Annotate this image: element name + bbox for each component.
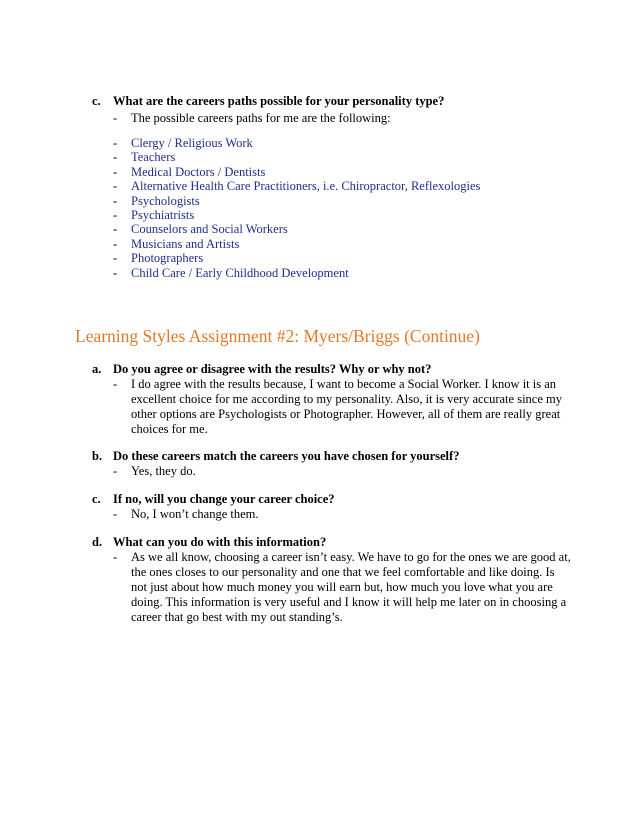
dash-bullet: - bbox=[113, 222, 118, 237]
question-block-c bbox=[92, 492, 572, 522]
career-item: Alternative Health Care Practitioners, i.e. Chiropractor, Reflexologies bbox=[131, 179, 481, 194]
career-item: Clergy / Religious Work bbox=[131, 136, 253, 150]
dash-bullet: - bbox=[113, 251, 118, 266]
question-text: If no, will you change your career choice? bbox=[113, 492, 335, 506]
list-item bbox=[113, 266, 563, 280]
list-item bbox=[113, 208, 563, 222]
answer-row bbox=[113, 111, 572, 126]
answer-text: The possible careers paths for me are the following: bbox=[131, 111, 391, 125]
answer-text: Yes, they do. bbox=[131, 464, 196, 478]
dash-bullet: - bbox=[113, 150, 118, 165]
career-item: Medical Doctors / Dentists bbox=[131, 164, 266, 179]
dash-bullet: - bbox=[113, 111, 118, 125]
question-block-d bbox=[92, 535, 572, 625]
answer-text: I do agree with the results because, I want to become a Social Worker. I know it is an excellent choice for me according to my personality. Also, it is very accurate since my other options are Psychologists or Photographer. However, all of them are really great choices for me. bbox=[131, 377, 562, 436]
list-item bbox=[113, 222, 563, 236]
list-item bbox=[113, 194, 563, 208]
list-item bbox=[113, 136, 563, 150]
question-text: What are the careers paths possible for your personality type? bbox=[113, 94, 445, 108]
question-block-careers-paths bbox=[92, 94, 572, 126]
question-letter: c. bbox=[92, 492, 101, 506]
career-item: Photographers bbox=[131, 251, 204, 266]
list-item bbox=[113, 251, 563, 265]
dash-bullet: - bbox=[113, 550, 118, 564]
dash-bullet: - bbox=[113, 208, 118, 223]
question-letter: d. bbox=[92, 535, 103, 549]
answer-text: As we all know, choosing a career isn’t easy. We have to go for the ones we are good at, the ones closes to our personality and one that we feel comfortable and like doing. Is not just about how much money you will earn but, how much you love what you are doing. This information is very useful and I know it will help me later on in choosing a career that go best with my out standing’s. bbox=[131, 550, 571, 624]
career-item: Teachers bbox=[131, 150, 176, 165]
question-text: Do you agree or disagree with the results? Why or why not? bbox=[113, 362, 432, 376]
dash-bullet: - bbox=[113, 136, 118, 150]
career-item: Child Care / Early Childhood Development bbox=[131, 265, 349, 280]
career-item: Psychologists bbox=[131, 193, 200, 208]
question-line bbox=[92, 535, 572, 550]
answer-row bbox=[113, 464, 572, 479]
answer-row bbox=[113, 377, 572, 437]
question-text: Do these careers match the careers you have chosen for yourself? bbox=[113, 449, 460, 463]
question-text: What can you do with this information? bbox=[113, 535, 327, 549]
dash-bullet: - bbox=[113, 377, 118, 391]
question-line bbox=[92, 492, 572, 507]
question-line bbox=[92, 362, 572, 377]
career-item: Musicians and Artists bbox=[131, 236, 240, 251]
question-line bbox=[92, 449, 572, 464]
career-item: Psychiatrists bbox=[131, 208, 195, 223]
list-item bbox=[113, 237, 563, 251]
question-line bbox=[92, 94, 572, 109]
dash-bullet: - bbox=[113, 236, 118, 251]
list-item bbox=[113, 179, 563, 193]
dash-bullet: - bbox=[113, 179, 118, 194]
answer-text: No, I won’t change them. bbox=[131, 507, 259, 521]
list-item bbox=[113, 150, 563, 164]
career-item: Counselors and Social Workers bbox=[131, 222, 288, 237]
career-list bbox=[113, 136, 563, 280]
answer-row bbox=[113, 507, 572, 522]
dash-bullet: - bbox=[113, 464, 118, 478]
dash-bullet: - bbox=[113, 164, 118, 179]
dash-bullet: - bbox=[113, 193, 118, 208]
dash-bullet: - bbox=[113, 507, 118, 521]
question-block-b bbox=[92, 449, 572, 479]
dash-bullet: - bbox=[113, 265, 118, 280]
section-heading: Learning Styles Assignment #2: Myers/Briggs (Continue) bbox=[75, 326, 480, 346]
list-item bbox=[113, 165, 563, 179]
question-letter: c. bbox=[92, 94, 101, 108]
question-letter: a. bbox=[92, 362, 102, 376]
question-block-a bbox=[92, 362, 572, 437]
answer-row bbox=[113, 550, 572, 625]
question-letter: b. bbox=[92, 449, 103, 463]
